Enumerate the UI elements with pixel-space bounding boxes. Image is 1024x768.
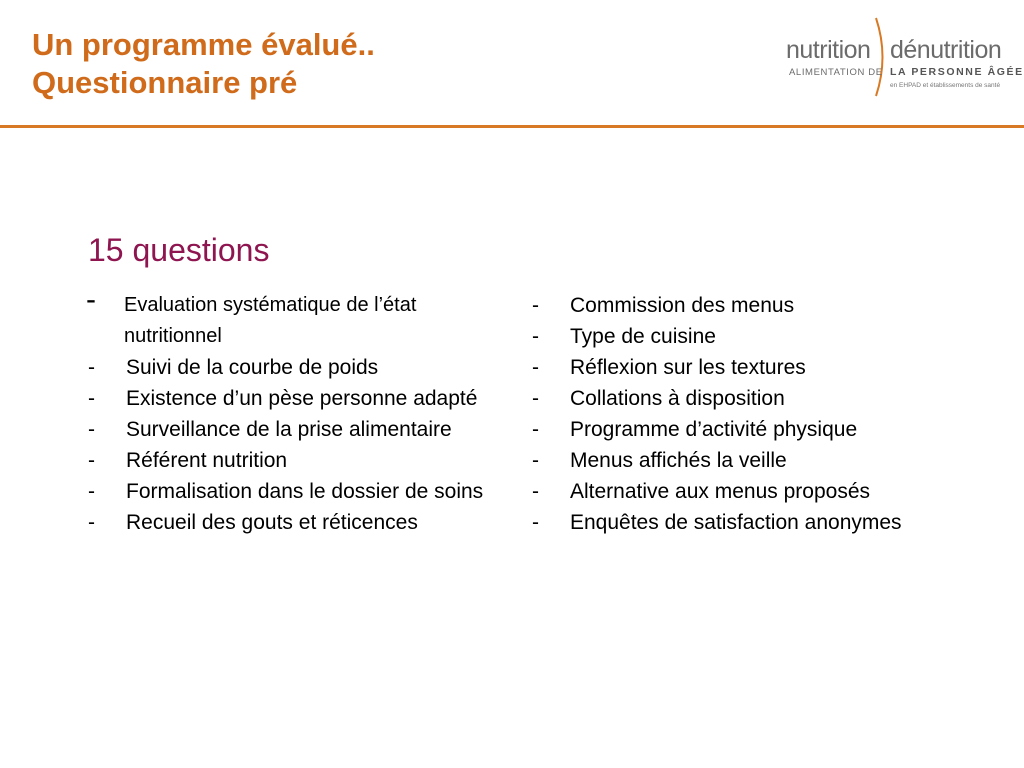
list-item: [86, 445, 486, 476]
bullet: -: [88, 356, 95, 379]
logo-subtitle-1: ALIMENTATION DE: [789, 67, 883, 78]
bullet: -: [532, 480, 539, 503]
bullet: -: [88, 480, 95, 503]
list-item: [86, 414, 486, 445]
title-divider: [0, 125, 1024, 128]
left-question-list: [86, 283, 486, 538]
bullet: -: [88, 387, 95, 410]
list-item-text: Formalisation dans le dossier de soins: [126, 480, 484, 503]
list-item-text: Référent nutrition: [126, 449, 288, 472]
logo-subtitle-3: en EHPAD et établissements de santé: [890, 82, 1001, 89]
list-item-text: Menus affichés la veille: [570, 449, 787, 472]
bullet: -: [88, 418, 95, 441]
logo-brace-icon: [873, 16, 891, 98]
list-item-text: Programme d’activité physique: [570, 418, 858, 441]
list-item: [530, 290, 950, 321]
list-item: [86, 507, 486, 538]
list-item: [530, 445, 950, 476]
list-item-text: Surveillance de la prise alimentaire: [126, 418, 452, 441]
list-item-text: Type de cuisine: [570, 325, 716, 348]
title-line-2: Questionnaire pré: [32, 65, 298, 100]
section-heading: 15 questions: [88, 232, 270, 268]
list-item: [530, 507, 950, 538]
list-item-text: Commission des menus: [570, 294, 795, 317]
bullet: -: [88, 511, 95, 534]
logo: [786, 22, 1024, 102]
list-item-text: Collations à disposition: [570, 387, 785, 410]
logo-word-denutrition: dénutrition: [890, 36, 1002, 64]
list-item: [530, 476, 950, 507]
list-item: [530, 352, 950, 383]
list-item-text: Suivi de la courbe de poids: [126, 356, 379, 379]
bullet: -: [532, 449, 539, 472]
list-item-text: Evaluation systématique de l’état nutritionnel: [124, 294, 417, 347]
list-item-text: Réflexion sur les textures: [570, 356, 806, 379]
logo-word-nutrition: nutrition: [786, 36, 871, 64]
bullet: -: [532, 418, 539, 441]
bullet: -: [532, 294, 539, 317]
bullet: -: [88, 449, 95, 472]
list-item: [530, 383, 950, 414]
list-item: [86, 476, 486, 507]
list-item-text: Alternative aux menus proposés: [570, 480, 870, 503]
list-item: [530, 414, 950, 445]
list-item-text: Enquêtes de satisfaction anonymes: [570, 511, 902, 534]
list-item: [86, 352, 486, 383]
list-item-text: Existence d’un pèse personne adapté: [126, 387, 478, 410]
right-question-list: [530, 290, 950, 538]
list-item: [86, 383, 486, 414]
bullet: -: [532, 387, 539, 410]
list-item-text: Recueil des gouts et réticences: [126, 511, 418, 534]
bullet: -: [86, 283, 96, 316]
bullet: -: [532, 356, 539, 379]
bullet: -: [532, 511, 539, 534]
slide-title: [32, 26, 375, 102]
list-item: [86, 283, 486, 352]
logo-subtitle-2: LA PERSONNE ÂGÉE: [890, 66, 1024, 78]
bullet: -: [532, 325, 539, 348]
list-item: [530, 321, 950, 352]
title-line-1: Un programme évalué..: [32, 27, 375, 62]
